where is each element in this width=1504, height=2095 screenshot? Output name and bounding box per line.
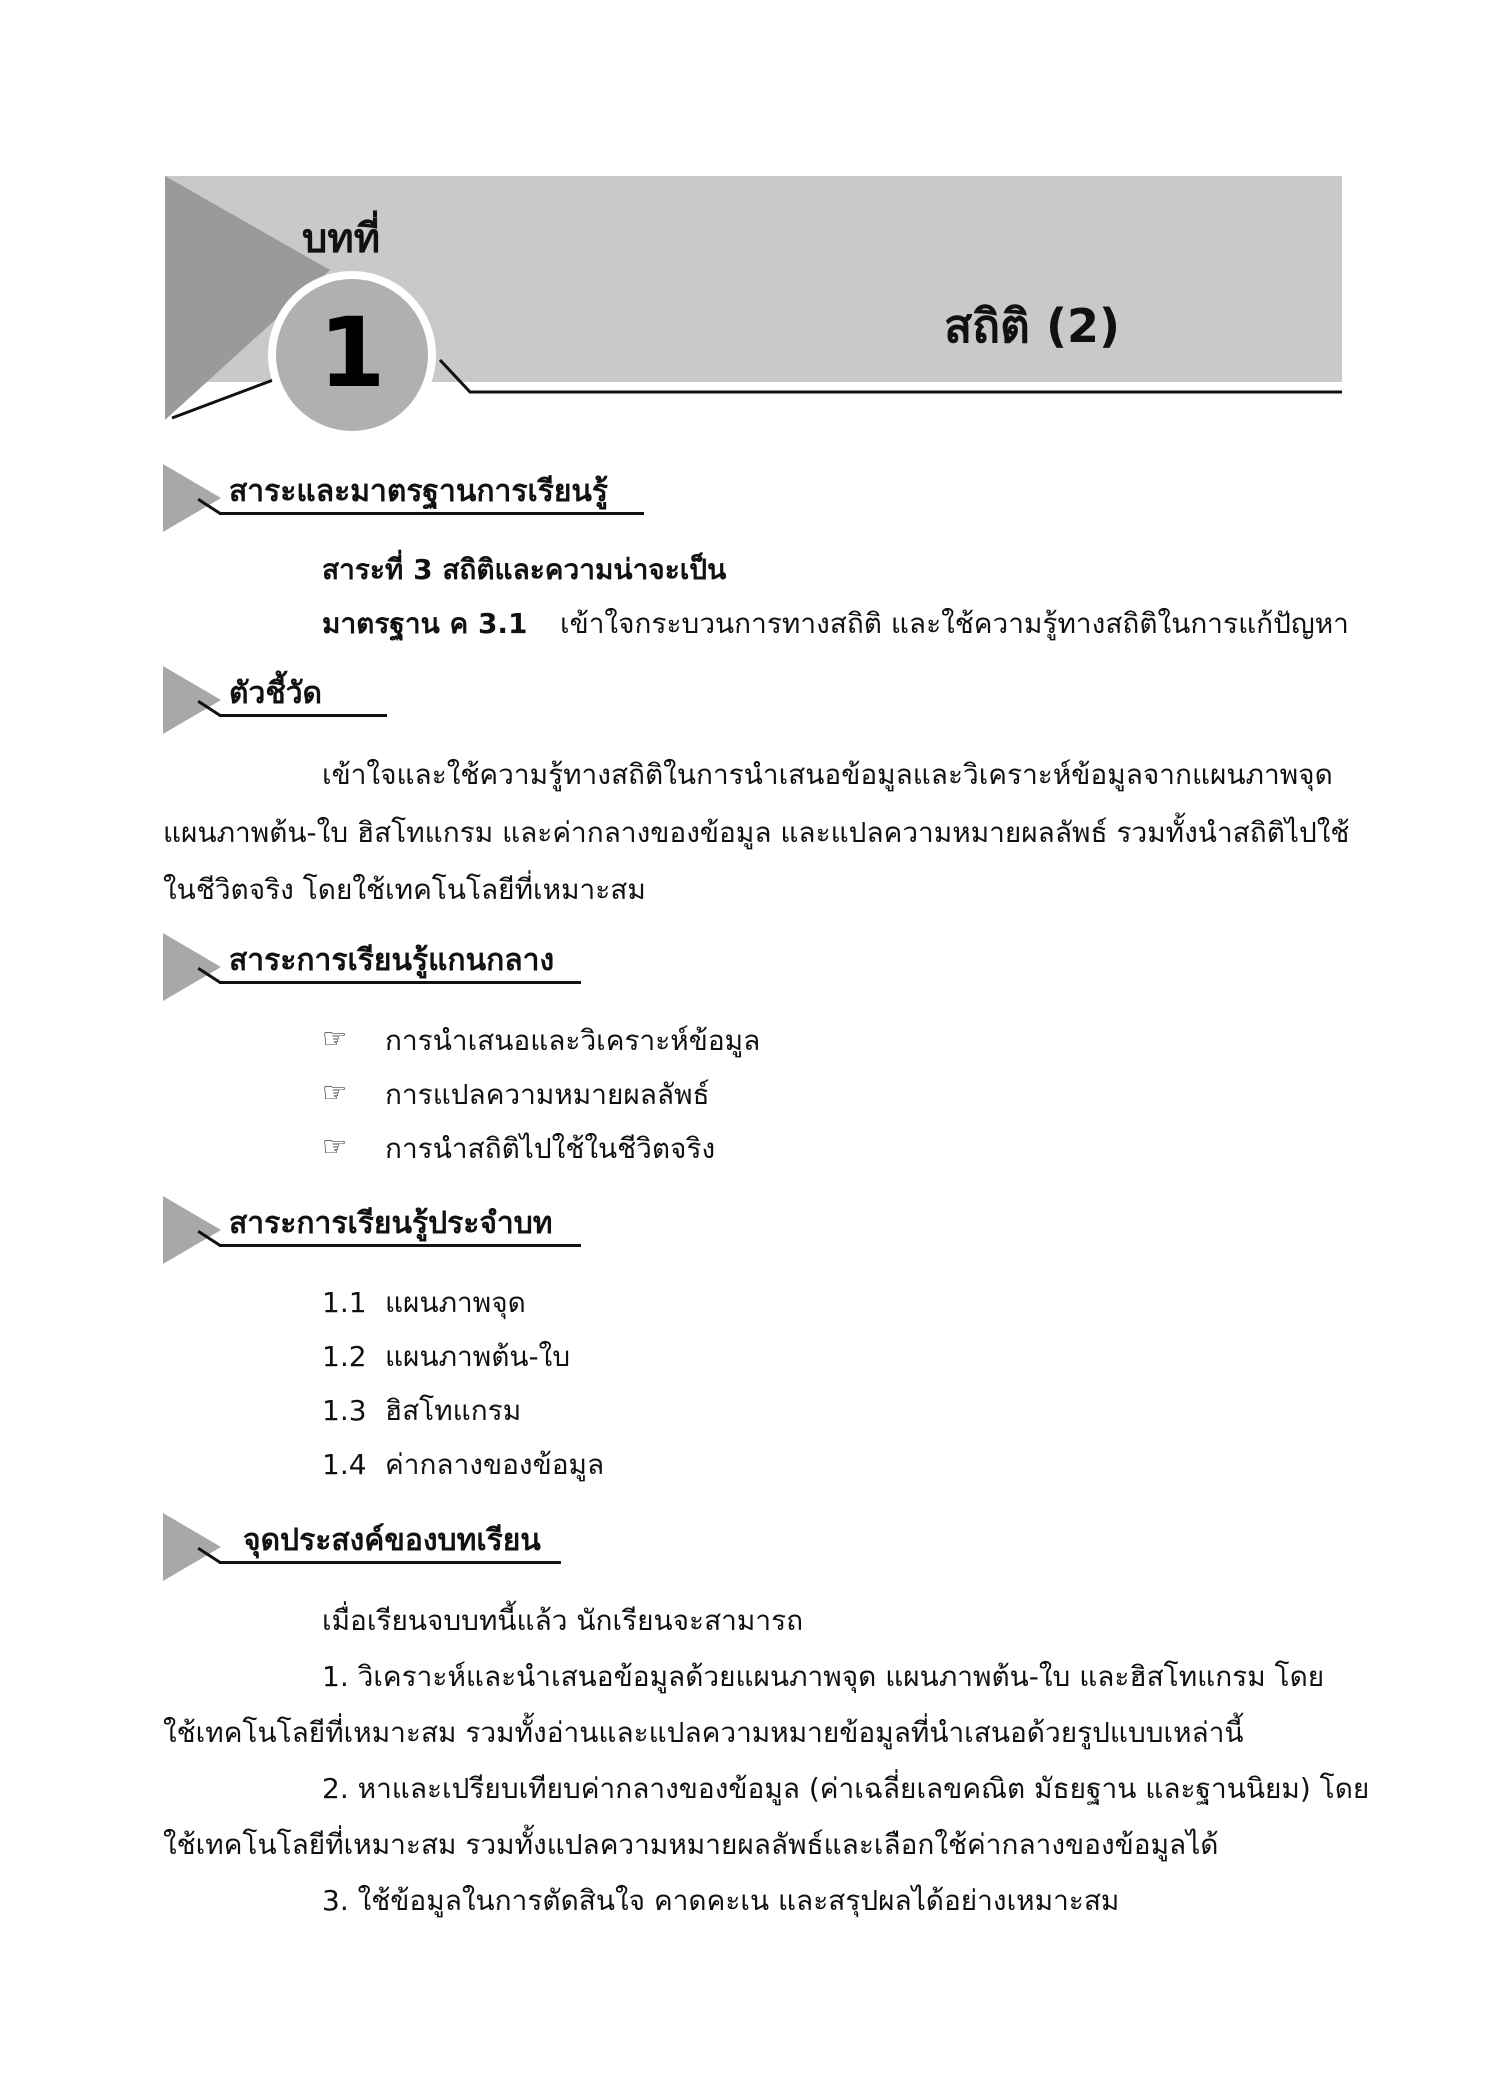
indicator-line: แผนภาพต้น-ใบ ฮิสโทแกรม และค่ากลางของข้อมูล และแปลความหมายผลลัพธ์ รวมทั้งนำสถิติไปใช้ <box>163 816 1350 849</box>
strand-text: สาระที่ 3 สถิติและความน่าจะเป็น <box>322 553 727 586</box>
objective-line: ใช้เทคโนโลยีที่เหมาะสม รวมทั้งอ่านและแปลความหมายข้อมูลที่นำเสนอด้วยรูปแบบเหล่านี้ <box>163 1716 1244 1749</box>
section-underline <box>219 981 581 984</box>
core-item: การนำสถิติไปใช้ในชีวิตจริง <box>385 1132 716 1165</box>
header-underline <box>440 360 1342 392</box>
section-arrow-icon <box>163 1513 221 1581</box>
section-title: สาระการเรียนรู้ประจำบท <box>229 1206 553 1241</box>
section-arrow-icon <box>163 666 221 734</box>
pointing-hand-icon: ☞ <box>322 1076 348 1109</box>
section-title: ตัวชี้วัด <box>229 676 323 711</box>
section-title: สาระและมาตรฐานการเรียนรู้ <box>229 474 609 509</box>
objective-line: 3. ใช้ข้อมูลในการตัดสินใจ คาดคะเน และสรุปผลได้อย่างเหมาะสม <box>322 1884 1120 1917</box>
section-underline <box>219 1244 581 1247</box>
standard-text: เข้าใจกระบวนการทางสถิติ และใช้ความรู้ทางสถิติในการแก้ปัญหา <box>560 607 1349 640</box>
content-item-text: ฮิสโทแกรม <box>385 1394 522 1427</box>
section-title: จุดประสงค์ของบทเรียน <box>243 1523 541 1558</box>
content-item-number: 1.3 <box>322 1394 367 1427</box>
chapter-label: บทที่ <box>302 216 381 262</box>
chapter-number: 1 <box>318 297 386 409</box>
indicator-line: ในชีวิตจริง โดยใช้เทคโนโลยีที่เหมาะสม <box>163 873 646 906</box>
objective-line: 2. หาและเปรียบเทียบค่ากลางของข้อมูล (ค่าเฉลี่ยเลขคณิต มัธยฐาน และฐานนิยม) โดย <box>322 1772 1370 1805</box>
core-item: การแปลความหมายผลลัพธ์ <box>385 1078 710 1111</box>
chapter-header-graphic <box>0 0 1504 480</box>
pointing-hand-icon: ☞ <box>322 1130 348 1163</box>
content-item-text: แผนภาพต้น-ใบ <box>385 1340 571 1373</box>
content-item-number: 1.1 <box>322 1286 367 1319</box>
chapter-title: สถิติ (2) <box>944 299 1120 353</box>
core-item: การนำเสนอและวิเคราะห์ข้อมูล <box>385 1024 761 1057</box>
standard-code: มาตรฐาน ค 3.1 <box>322 607 528 640</box>
pointing-hand-icon: ☞ <box>322 1022 348 1055</box>
section-arrow-icon <box>163 1196 221 1264</box>
section-underline <box>219 714 387 717</box>
section-underline <box>219 1561 561 1564</box>
objectives-intro: เมื่อเรียนจบบทนี้แล้ว นักเรียนจะสามารถ <box>322 1604 804 1637</box>
content-item-number: 1.4 <box>322 1448 367 1481</box>
content-item-text: ค่ากลางของข้อมูล <box>385 1448 605 1481</box>
objective-line: ใช้เทคโนโลยีที่เหมาะสม รวมทั้งแปลความหมายผลลัพธ์และเลือกใช้ค่ากลางของข้อมูลได้ <box>163 1828 1219 1861</box>
objective-line: 1. วิเคราะห์และนำเสนอข้อมูลด้วยแผนภาพจุด แผนภาพต้น-ใบ และฮิสโทแกรม โดย <box>322 1660 1325 1693</box>
indicator-line: เข้าใจและใช้ความรู้ทางสถิติในการนำเสนอข้อมูลและวิเคราะห์ข้อมูลจากแผนภาพจุด <box>322 758 1333 791</box>
section-underline <box>219 512 644 515</box>
content-item-number: 1.2 <box>322 1340 367 1373</box>
content-item-text: แผนภาพจุด <box>385 1286 526 1319</box>
section-arrow-icon <box>163 464 221 532</box>
section-title: สาระการเรียนรู้แกนกลาง <box>229 943 555 978</box>
section-arrow-icon <box>163 933 221 1001</box>
